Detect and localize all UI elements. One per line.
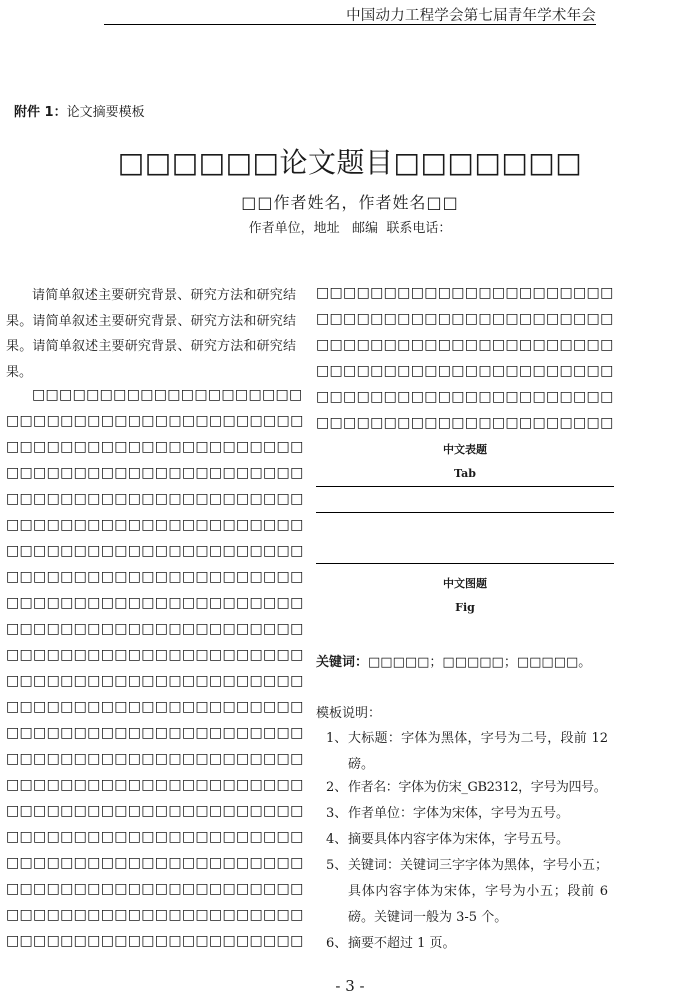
template-note-item xyxy=(326,853,608,931)
right-placeholder-line: □□□□□□□□□□□□□□□□□□□□□□ xyxy=(316,415,614,431)
abstract-placeholder-line: □□□□□□□□□□□□□□□□□□□□□□ xyxy=(6,933,304,949)
table-caption-en: Tab xyxy=(454,467,476,480)
template-note-item xyxy=(326,827,608,853)
abstract-placeholder-line: □□□□□□□□□□□□□□□□□□□□□□ xyxy=(6,413,304,429)
header-rule xyxy=(104,24,596,25)
note-number: 1、 xyxy=(326,731,348,746)
abstract-intro: 请简单叙述主要研究背景、研究方法和研究结果。请简单叙述主要研究背景、研究方法和研究结果。请简单叙述主要研究背景、研究方法和研究结果。 xyxy=(6,288,296,380)
note-number: 6、 xyxy=(326,936,348,951)
abstract-placeholder-line: □□□□□□□□□□□□□□□□□□□□□□ xyxy=(6,543,304,559)
abstract-placeholder-line: □□□□□□□□□□□□□□□□□□□□□□ xyxy=(6,699,304,715)
abstract-placeholder-line: □□□□□□□□□□□□□□□□□□□□□□ xyxy=(6,465,304,481)
abstract-placeholder-line: □□□□□□□□□□□□□□□□□□□□□□ xyxy=(6,569,304,585)
keywords-value: □□□□□；□□□□□；□□□□□。 xyxy=(368,655,592,670)
template-note-item xyxy=(326,801,608,827)
abstract-placeholder-line: □□□□□□□□□□□□□□□□□□□□□□ xyxy=(6,621,304,637)
note-text: 关键词：关键词三字字体为黑体，字号小五；具体内容字体为宋体，字号为小五；段前 6 磅。关键词一般为 3-5 个。 xyxy=(348,858,609,925)
table-caption-cn: 中文表题 xyxy=(443,443,487,456)
figure-caption-en: Fig xyxy=(455,601,475,614)
author-affiliation: 作者单位，地址 邮编 联系电话： xyxy=(248,221,452,236)
table-mid-rule xyxy=(316,512,614,513)
template-note-item xyxy=(326,931,608,957)
abstract-placeholder-line: □□□□□□□□□□□□□□□□□□□□□□ xyxy=(6,673,304,689)
note-text: 摘要不超过 1 页。 xyxy=(348,936,456,951)
paper-title: □□□□□□论文题目□□□□□□□ xyxy=(117,146,583,179)
abstract-placeholder-line: □□□□□□□□□□□□□□□□□□□□□□ xyxy=(6,725,304,741)
figure-caption-cn: 中文图题 xyxy=(443,577,487,590)
attachment-label xyxy=(14,101,145,120)
right-placeholder-line: □□□□□□□□□□□□□□□□□□□□□□ xyxy=(316,389,614,405)
page-number: - 3 - xyxy=(335,977,365,995)
abstract-placeholder-line: □□□□□□□□□□□□□□□□□□□□□□ xyxy=(6,517,304,533)
note-number: 3、 xyxy=(326,806,348,821)
note-text: 作者名：字体为仿宋_GB2312，字号为四号。 xyxy=(348,780,607,795)
table-bottom-rule xyxy=(316,563,614,564)
template-note-item xyxy=(326,775,608,801)
template-notes-title: 模板说明： xyxy=(316,706,382,721)
keywords-label: 关键词： xyxy=(316,655,369,670)
abstract-placeholder-line: □□□□□□□□□□□□□□□□□□□□□□ xyxy=(6,855,304,871)
abstract-placeholder-line: □□□□□□□□□□□□□□□□□□□□□□ xyxy=(6,595,304,611)
note-text: 摘要具体内容字体为宋体，字号五号。 xyxy=(348,832,570,847)
note-text: 大标题：字体为黑体，字号为二号，段前 12 磅。 xyxy=(348,731,608,772)
note-number: 4、 xyxy=(326,832,348,847)
abstract-placeholder-line: □□□□□□□□□□□□□□□□□□□□□□ xyxy=(6,491,304,507)
abstract-placeholder-line: □□□□□□□□□□□□□□□□□□□□□□ xyxy=(6,881,304,897)
keywords xyxy=(316,651,591,670)
table-top-rule xyxy=(316,486,614,487)
author-names: □□作者姓名，作者姓名□□ xyxy=(241,193,459,212)
right-placeholder-line: □□□□□□□□□□□□□□□□□□□□□□ xyxy=(316,311,614,327)
abstract-placeholder-line: □□□□□□□□□□□□□□□□□□□□□□ xyxy=(6,907,304,923)
attachment-number: 附件 1： xyxy=(14,105,67,120)
abstract-placeholder-line: □□□□□□□□□□□□□□□□□□□□□□ xyxy=(6,647,304,663)
abstract-placeholder-line: □□□□□□□□□□□□□□□□□□□□□□ xyxy=(6,803,304,819)
abstract-placeholder-line: □□□□□□□□□□□□□□□□□□□□ xyxy=(32,387,303,403)
right-placeholder-line: □□□□□□□□□□□□□□□□□□□□□□ xyxy=(316,363,614,379)
abstract-placeholder-line: □□□□□□□□□□□□□□□□□□□□□□ xyxy=(6,777,304,793)
attachment-text: 论文摘要模板 xyxy=(66,105,145,120)
note-number: 2、 xyxy=(326,780,348,795)
note-number: 5、 xyxy=(326,858,348,873)
abstract-placeholder-line: □□□□□□□□□□□□□□□□□□□□□□ xyxy=(6,751,304,767)
header-title: 中国动力工程学会第七届青年学术年会 xyxy=(346,8,596,24)
right-placeholder-line: □□□□□□□□□□□□□□□□□□□□□□ xyxy=(316,337,614,353)
abstract-placeholder-line: □□□□□□□□□□□□□□□□□□□□□□ xyxy=(6,829,304,845)
abstract-placeholder-line: □□□□□□□□□□□□□□□□□□□□□□ xyxy=(6,439,304,455)
template-note-item xyxy=(326,726,608,778)
note-text: 作者单位：字体为宋体，字号为五号。 xyxy=(348,806,570,821)
right-placeholder-line: □□□□□□□□□□□□□□□□□□□□□□ xyxy=(316,285,614,301)
